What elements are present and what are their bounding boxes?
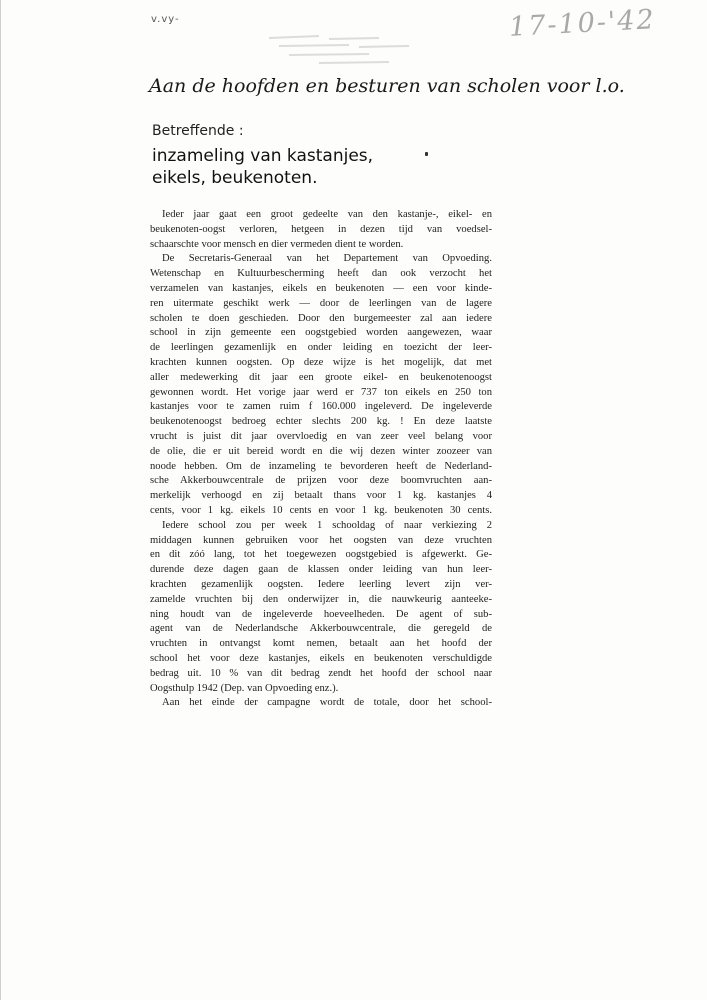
body-line: vruchten in ontvangst komt nemen, betaalt aan het hoofd der bbox=[150, 638, 492, 650]
subject-line: eikels, beukenoten. bbox=[152, 168, 318, 188]
body-line: noode hebben. Om de inzameling te bevorderen heeft de Nederland- bbox=[150, 460, 492, 472]
body-line: schaarschte voor mensch en dier vermeden dient te worden. bbox=[150, 238, 404, 250]
body-line: verzamelen van kastanjes, eikels en beukenoten — een voor kinde- bbox=[150, 282, 492, 294]
body-line: Wetenschap en Kultuurbescherming heeft dan ook verzocht het bbox=[150, 268, 492, 280]
letter-body bbox=[150, 208, 492, 711]
body-line: middagen kunnen gebruiken voor het oogsten van deze vruchten bbox=[150, 534, 492, 546]
ink-speck bbox=[425, 152, 428, 156]
body-line: vrucht is juist dit jaar overvloedig en van zeer veel belang voor bbox=[150, 430, 492, 442]
body-line: school in zijn gemeente een oogstgebied worden aangewezen, waar bbox=[150, 327, 492, 339]
body-line: scholen te doen geschieden. Door den burgemeester zal aan iedere bbox=[150, 312, 492, 324]
body-line: kastanjes voor te zamen ruim f 160.000 ingeleverd. De ingeleverde bbox=[150, 401, 492, 413]
faded-stamp-mark bbox=[259, 30, 459, 70]
body-line: ning houdt van de ingeleverde hoeveelheden. De agent of sub- bbox=[150, 608, 492, 620]
body-line: De Secretaris-Generaal van het Departement van Opvoeding. bbox=[162, 253, 492, 265]
body-line: sche Akkerbouwcentrale de prijzen voor deze boomvruchten aan- bbox=[150, 475, 492, 487]
body-line: beukenoten-oogst verloren, hetgeen in dezen tijd van voedsel- bbox=[150, 223, 492, 235]
body-line: en dit zóó lang, tot het toegewezen oogstgebied is afgewerkt. Ge- bbox=[150, 549, 492, 561]
body-line: ren uitermate geschikt werk — door de leerlingen van de lagere bbox=[150, 297, 492, 309]
corner-mark: v.vy- bbox=[151, 14, 180, 25]
body-line: gewonnen wordt. Het vorige jaar werd er 737 ton eikels en 250 ton bbox=[150, 386, 492, 398]
body-line: Iedere school zou per week 1 schooldag of naar verkiezing 2 bbox=[162, 519, 492, 531]
subject-title bbox=[152, 145, 373, 189]
handwritten-date: 17-10-'42 bbox=[508, 4, 657, 43]
body-line: durende deze dagen gaan de klassen onder leiding van hun leer- bbox=[150, 564, 492, 576]
body-line: merkelijk verhoogd en zij betaalt thans voor 1 kg. kastanjes 4 bbox=[150, 490, 492, 502]
addressee-heading: Aan de hoofden en besturen van scholen voor l.o. bbox=[149, 75, 625, 97]
body-line: bedrag uit. 10 % van dit bedrag zendt het hoofd der school naar bbox=[150, 667, 492, 679]
body-line: beukenotenoogst bedroeg echter slechts 200 kg. ! En deze laatste bbox=[150, 416, 492, 428]
body-line: de olie, die er uit bereid wordt en die wij dezen winter zoozeer van bbox=[150, 445, 492, 457]
body-line: Ieder jaar gaat een groot gedeelte van den kastanje-, eikel- en bbox=[162, 209, 492, 220]
body-line: Aan het einde der campagne wordt de totale, door het school- bbox=[162, 697, 492, 709]
body-line: agent van de Nederlandsche Akkerbouwcentrale, die geregeld de bbox=[150, 623, 492, 635]
body-line: aller medewerking dit jaar een groote eikel- en beukenotenoogst bbox=[150, 371, 492, 383]
body-line: cents, voor 1 kg. eikels 10 cents en voor 1 kg. beukenoten 30 cents. bbox=[150, 504, 492, 516]
body-line: de leerlingen gezamenlijk en onder leiding en toezicht der leer- bbox=[150, 342, 492, 354]
subject-line: inzameling van kastanjes, bbox=[152, 146, 374, 166]
body-line: krachten gezamenlijk oogsten. Iedere leerling levert zijn ver- bbox=[150, 578, 492, 590]
body-line: Oogsthulp 1942 (Dep. van Opvoeding enz.). bbox=[150, 682, 339, 694]
body-line: school het voor deze kastanjes, eikels en beukenoten verschuldigde bbox=[150, 652, 492, 664]
body-line: zamelde vruchten bij den onderwijzer in, die nauwkeurig aanteeke- bbox=[150, 593, 492, 605]
body-line: krachten kunnen oogsten. Op deze wijze is het mogelijk, dat met bbox=[150, 356, 492, 368]
subject-label: Betreffende : bbox=[152, 123, 244, 139]
